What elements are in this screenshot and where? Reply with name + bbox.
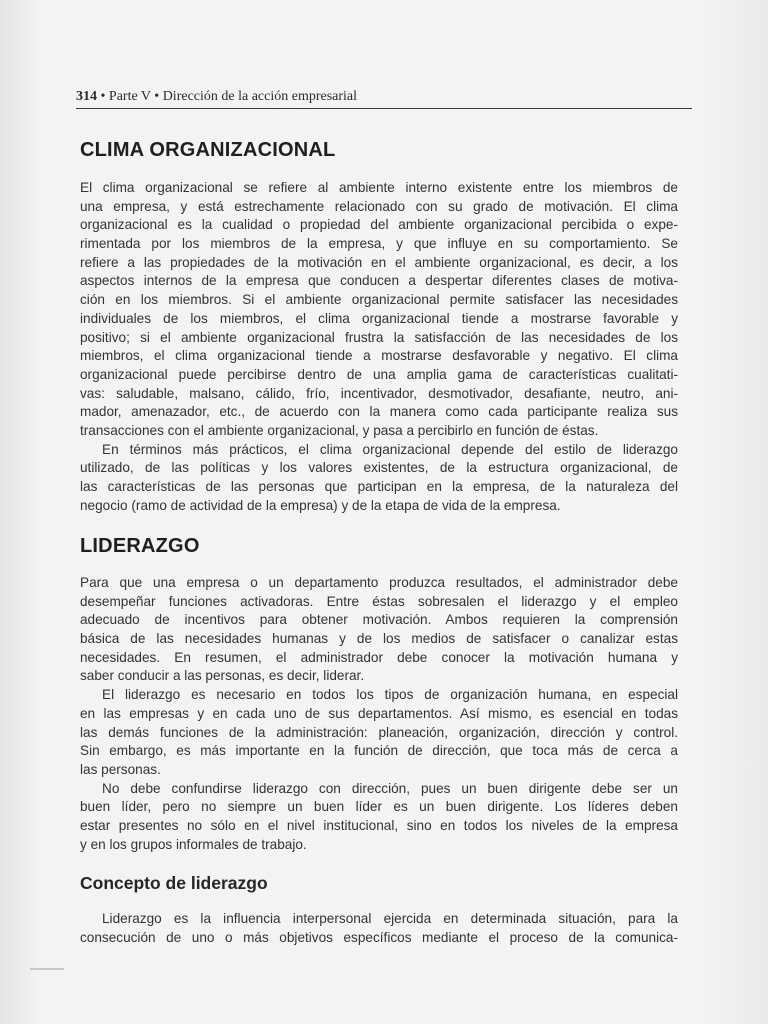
paragraph-concepto-1 xyxy=(80,910,678,947)
text-line: individuales de los miembros, el clima organizacional tiende a mostrarse favorable y xyxy=(80,310,678,326)
text-line: aspectos internos de la empresa que conducen a despertar diferentes clases de motiva- xyxy=(80,273,678,289)
text-line: miembros, el clima organizacional tiende a mostrarse desfavorable y negativo. El clima xyxy=(80,348,678,364)
text-line: buen líder, pero no siempre un buen líder es un buen dirigente. Los líderes deben xyxy=(80,799,678,815)
text-line: Liderazgo es la influencia interpersonal ejercida en determinada situación, para la xyxy=(102,911,678,926)
paragraph-clima-1 xyxy=(80,179,678,441)
paragraph-clima-2 xyxy=(80,441,678,516)
paragraph-liderazgo-2 xyxy=(80,686,678,779)
text-line: rimentada por los miembros de la empresa, y que influye en su comportamiento. Se xyxy=(80,236,678,252)
section-label: Dirección de la acción empresarial xyxy=(162,89,358,104)
text-line: organizacional es la cualidad o propiedad del ambiente organizacional percibida o expe- xyxy=(80,217,678,233)
text-line: En términos más prácticos, el clima organizacional depende del estilo de liderazgo xyxy=(102,441,678,457)
text-line: No debe confundirse liderazgo con dirección, pues un buen dirigente debe ser un xyxy=(102,780,678,796)
section-title-liderazgo: LIDERAZGO xyxy=(80,535,200,557)
part-label: • Parte V • xyxy=(97,89,163,104)
paragraph-liderazgo-3 xyxy=(80,780,678,855)
text-line: Sin embargo, es más importante en la función de dirección, que toca más de cerca a xyxy=(80,743,678,759)
text-line: consecución de uno o más objetivos específicos mediante el proceso de la comunica- xyxy=(80,929,678,945)
paragraph-liderazgo-1 xyxy=(80,574,678,686)
text-line: refiere a las propiedades de la motivación en el ambiente organizacional, es decir, a los xyxy=(80,254,678,270)
text-line: saber conducir a las personas, es decir, liderar. xyxy=(80,668,365,684)
text-line: vas: saludable, malsano, cálido, frío, incentivador, desmotivador, desafiante, neutro, ani- xyxy=(80,385,678,401)
text-line: las personas. xyxy=(80,761,161,777)
text-line: básica de las necesidades humanas y de los medios de satisfacer o canalizar estas xyxy=(80,631,678,647)
text-line: las demás funciones de la administración: planeación, organización, dirección y control. xyxy=(80,724,678,740)
text-line: necesidades. En resumen, el administrador debe conocer la motivación humana y xyxy=(80,649,678,665)
text-line: desempeñar funciones activadoras. Entre éstas sobresalen el liderazgo y el empleo xyxy=(80,593,678,609)
text-line: negocio (ramo de actividad de la empresa) y de la etapa de vida de la empresa. xyxy=(80,497,561,513)
text-line: en las empresas y en cada uno de sus departamentos. Así mismo, es esencial en todas xyxy=(80,705,678,721)
text-line: El liderazgo es necesario en todos los tipos de organización humana, en especial xyxy=(102,687,678,703)
text-line: El clima organizacional se refiere al ambiente interno existente entre los miembros de xyxy=(80,180,678,195)
text-line: transacciones con el ambiente organizacional, y pasa a percibirlo en función de éstas. xyxy=(80,422,599,438)
text-line: adecuado de incentivos para obtener motivación. Ambos requieren la comprensión xyxy=(80,612,678,628)
text-line: estar presentes no sólo en el nivel institucional, sino en todos los niveles de la empresa xyxy=(80,818,678,834)
text-line: las características de las personas que participan en la empresa, de la naturaleza del xyxy=(80,479,678,495)
text-line: ción en los miembros. Si el ambiente organizacional permite satisfacer las necesidades xyxy=(80,292,678,308)
running-head xyxy=(76,86,692,109)
section-title-clima: CLIMA ORGANIZACIONAL xyxy=(80,139,336,161)
text-line: Para que una empresa o un departamento produzca resultados, el administrador debe xyxy=(80,575,678,590)
text-line: utilizado, de las políticas y los valores existentes, de la estructura organizacional, de xyxy=(80,460,678,476)
text-line: y en los grupos informales de trabajo. xyxy=(80,836,307,852)
scan-mark xyxy=(30,968,64,970)
text-line: positivo; si el ambiente organizacional frustra la satisfacción de las necesidades de los xyxy=(80,329,678,345)
text-line: organizacional puede percibirse dentro de una amplia gama de características cualitati- xyxy=(80,366,678,382)
text-line: una empresa, y está estrechamente relacionado con su grado de motivación. El clima xyxy=(80,198,678,214)
page-number: 314 xyxy=(76,89,97,104)
subsection-title-concepto: Concepto de liderazgo xyxy=(80,873,268,893)
text-line: mador, amenazador, etc., de acuerdo con la manera como cada participante realiza sus xyxy=(80,404,678,420)
